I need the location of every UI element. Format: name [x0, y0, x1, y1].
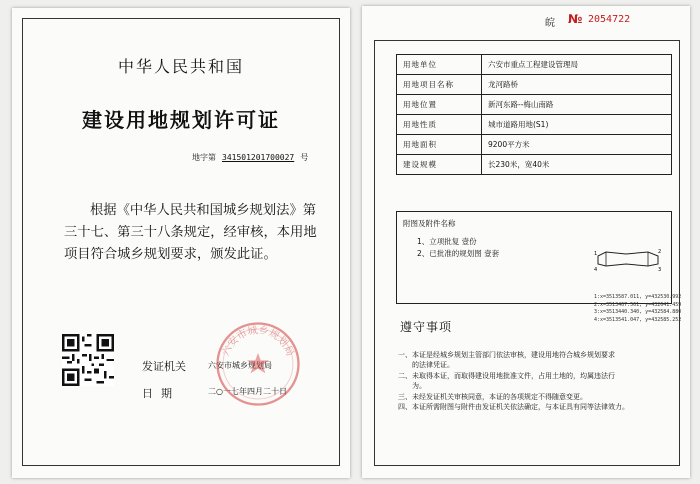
issuer-name: 六安市城乡规划局: [208, 361, 272, 370]
issuer-label: 发证机关: [142, 360, 186, 373]
svg-text:六安市城乡规划局: [220, 323, 296, 358]
field-value: 长230米，宽40米: [482, 155, 672, 175]
field-label: 用地位置: [397, 95, 482, 115]
field-label: 建设规模: [397, 155, 482, 175]
attachment-item: 1、立项批复 壹份: [417, 237, 477, 246]
notice-line: 四、本证所需附图与附件由发证机关依法确定，与本证具有同等法律效力。: [398, 403, 629, 412]
table-row: [397, 75, 672, 95]
province-code: 皖: [545, 18, 555, 29]
attachments-title: 附图及附件名称: [403, 219, 456, 228]
permit-fields-table: [396, 54, 672, 175]
table-row: [397, 55, 672, 75]
table-row: [397, 135, 672, 155]
table-row: [397, 115, 672, 135]
statement-line: 根据《中华人民共和国城乡规划法》第: [90, 203, 317, 218]
serial-number: 2054722: [588, 14, 631, 25]
coordinate-line: 1:x=3513587.011, y=432530.992: [594, 294, 682, 300]
field-label: 用地面积: [397, 135, 482, 155]
permit-details-page: [362, 6, 690, 478]
official-seal-icon: [212, 318, 304, 410]
date-label: 日期: [142, 387, 180, 400]
table-row: [397, 155, 672, 175]
notice-line: 三、未经发证机关审核同意，本证的各项规定不得随意变更。: [398, 392, 587, 401]
seal-text: 六安市城乡规划局: [220, 325, 296, 358]
plan-point-label: 2: [658, 249, 662, 255]
qr-code-icon: [62, 334, 114, 386]
document-number-prefix: 地字第: [192, 153, 216, 162]
country-name: 中华人民共和国: [117, 57, 244, 76]
notice-line: 一、本证是经城乡规划主管部门依法审核，建设用地符合城乡规划要求: [398, 351, 615, 359]
document-number-suffix: 号: [300, 153, 309, 162]
plan-point-label: 1: [594, 251, 598, 257]
notice-list: [398, 350, 674, 412]
document-number: [192, 152, 308, 163]
permit-cover-page: [12, 8, 350, 478]
notice-line: 的法律凭证。: [398, 361, 454, 370]
table-row: [397, 95, 672, 115]
field-value: 龙河路桥: [482, 75, 672, 95]
field-label: 用地单位: [397, 55, 482, 75]
serial-mark: №: [568, 12, 583, 26]
coordinate-line: 3:x=3513440.340, y=432584.880: [594, 309, 682, 316]
permit-statement: [64, 200, 326, 266]
attachment-item: 2、已批准的规划图 壹套: [417, 249, 500, 258]
statement-line: 三十七、第三十八条规定，经审核，本用地: [64, 225, 317, 240]
document-number-value: 341501201700027: [222, 153, 295, 162]
plan-point-label: 4: [594, 267, 598, 273]
boundary-coordinates: [594, 294, 681, 324]
notice-title: 遵守事项: [400, 320, 453, 334]
field-value: 9200平方米: [482, 135, 672, 155]
notice-line: 为。: [398, 382, 426, 391]
plan-point-label: 3: [658, 267, 662, 273]
coordinate-line: 2:x=3513467.561, y=432641.459: [594, 301, 682, 308]
permit-title: 建设用地规划许可证: [82, 108, 280, 132]
statement-line: 项目符合城乡规划要求，颁发此证。: [64, 247, 277, 262]
field-value: 新河东路--梅山南路: [482, 95, 672, 115]
field-label: 用地项目名称: [397, 75, 482, 95]
field-label: 用地性质: [397, 115, 482, 135]
site-plan-sketch: [592, 242, 664, 274]
issue-date: 二○一七年四月二十日: [208, 387, 287, 396]
notice-line: 二、未取得本证，而取得建设用地批准文件，占用土地的，均属违法行: [398, 371, 615, 380]
field-value: 六安市重点工程建设管理局: [482, 55, 672, 75]
field-value: 城市道路用地(S1): [482, 115, 672, 135]
coordinate-line: 4:x=3513541.047, y=432585.252: [594, 316, 682, 323]
